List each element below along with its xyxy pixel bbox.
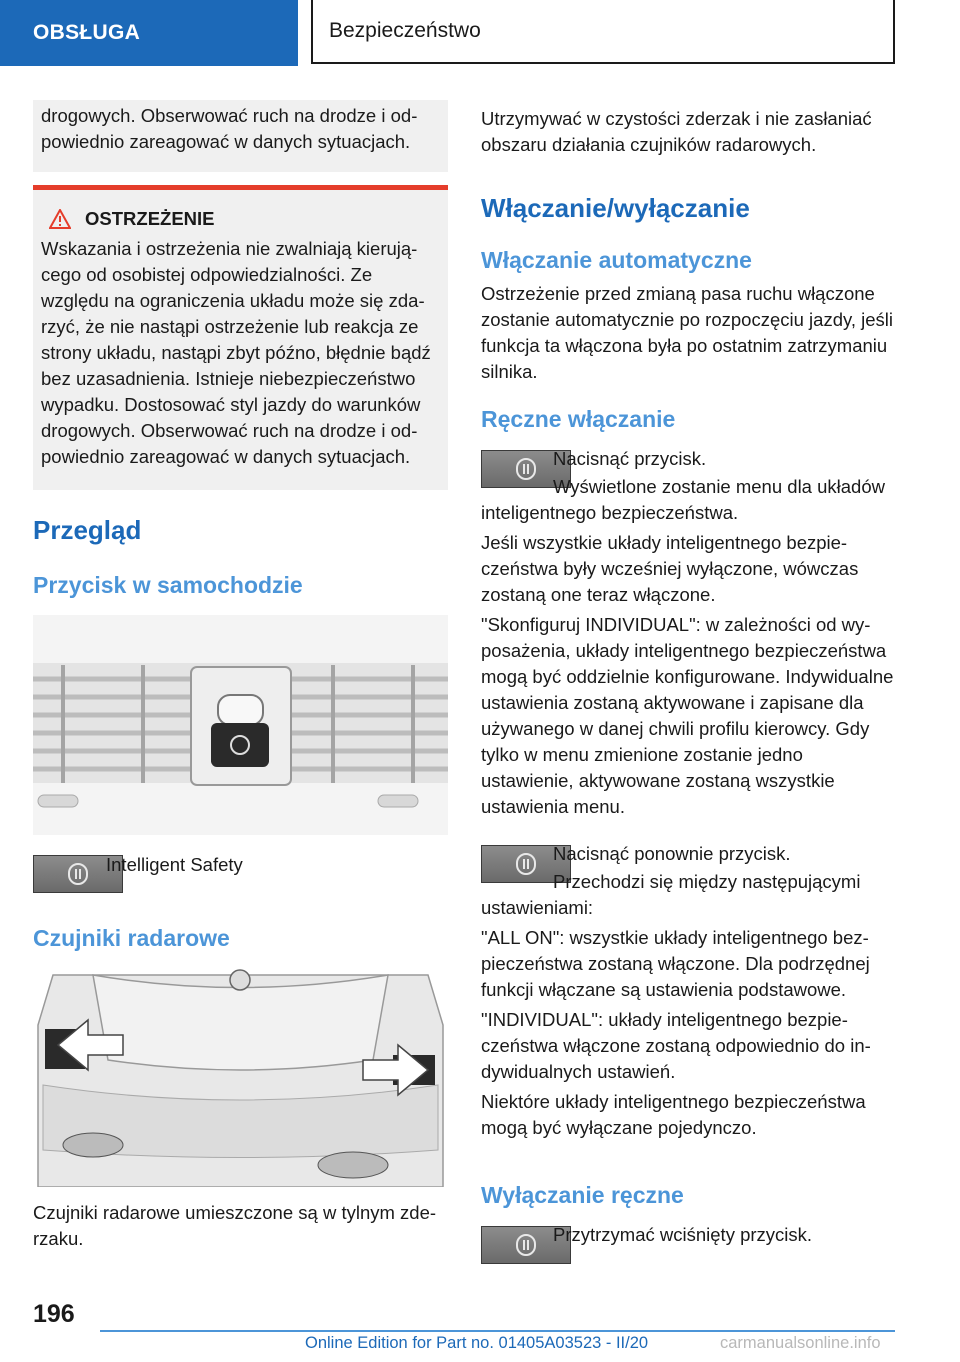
continued-warning-text: drogowych. Obserwować ruch na drodze i odpowiednio zareagować w danych sytuacjach. [41,105,418,152]
heading-auto-on: Włączanie automatyczne [481,247,752,273]
if-all-off-text: Jeśli wszystkie układy inteligentnego bezpieczeństwa były wcześniej wyłączone, wówczas zostaną one teraz włączone. [481,532,859,605]
continued-warning-box [33,100,448,172]
heading-radar-sensors: Czujniki radarowe [33,925,230,951]
configure-individual-text: "Skonfiguruj INDIVIDUAL": w zależności od wyposażenia, układy inteligentnego bezpieczeństwa mogą być oddzielnie konfigurowane. Indywidualne ustawienia zostaną aktywowane i zapisane dla używanego w danej chwili profilu kierowcy. Gdy tylko w menu zmienione zostanie jedno ustawienie, aktywowane zostaną wszystkie ustawienia menu. [481,614,894,817]
manual-on-block [481,474,896,820]
individual-text: "INDIVIDUAL": układy inteligentnego bezpieczeństwa włączone zostaną odpowiednio do indywidualnych ustawień. [481,1009,871,1082]
heading-button-in-car: Przycisk w samochodzie [33,572,303,598]
switch-settings-block [481,869,896,1141]
edition-text: Online Edition for Part no. 01405A03523 - II/20 [305,1334,649,1352]
radar-caption-text: Czujniki radarowe umieszczone są w tylnym zderzaku. [33,1202,437,1249]
heading-on-off: Włączanie/wyłączanie [481,193,750,223]
intelligent-safety-label: Intelligent Safety [106,854,243,875]
switches-text: Przechodzi się między następującymi ustawieniami: [481,871,861,918]
radar-caption [33,1200,448,1252]
heading-manual-off: Wyłączanie ręczne [481,1182,684,1208]
warning-title: OSTRZEŻENIE [85,208,215,229]
heading-manual-on: Ręczne włączanie [481,406,676,432]
dashboard-button-illustration [33,615,448,835]
intro-text: Utrzymywać w czystości zderzak i nie zasłaniać obszaru działania czujników radarowych. [481,108,872,155]
section-tab: OBSŁUGA [0,0,298,66]
some-off-text: Niektóre układy inteligentnego bezpieczeństwa mogą być wyłączane pojedynczo. [481,1091,866,1138]
warning-box [33,190,448,490]
heading-overview: Przegląd [33,515,142,545]
press-again-text: Nacisnąć ponownie przycisk. [553,843,791,864]
press-button-text: Nacisnąć przycisk. [553,448,707,469]
hold-button-text: Przytrzymać wciśnięty przycisk. [553,1224,813,1245]
auto-on-text-block [481,281,896,385]
rear-bumper-illustration [33,965,448,1187]
chapter-title: Bezpieczeństwo [311,0,895,64]
right-column [481,106,896,158]
auto-on-text: Ostrzeżenie przed zmianą pasa ruchu włączone zostanie automatycznie po rozpoczęciu jazdy, jeśli funkcja ta włączona była po ostatnim zatrzymaniu silnika. [481,283,894,382]
menu-shown-text: Wyświetlone zostanie menu dla układów inteligentnego bezpieczeństwa. [481,476,885,523]
watermark-text: carmanualsonline.info [720,1334,881,1352]
page-number: 196 [33,1300,75,1328]
all-on-text: "ALL ON": wszystkie układy inteligentnego bezpieczeństwa zostaną włączone. Dla podrzędnej funkcji włączane są ustawienia podstawowe. [481,927,870,1000]
warning-triangle-icon [49,209,71,229]
warning-text: Wskazania i ostrzeżenia nie zwalniają kierującego od osobistej odpowiedzialności. Ze względu na ograniczenia układu może się zdarzyć, że nie nastąpi ostrzeżenie lub reakcja ze strony układu, nastąpi zbyt późno, błędnie bądź bez uzasadnienia. Istnieje niebezpieczeństwo wypadku. Dostosować styl jazdy do warunków drogowych. Obserwować ruch na drodze i odpowiednio zareagować w danych sytuacjach. [41,238,431,467]
footer-rule [100,1330,895,1332]
